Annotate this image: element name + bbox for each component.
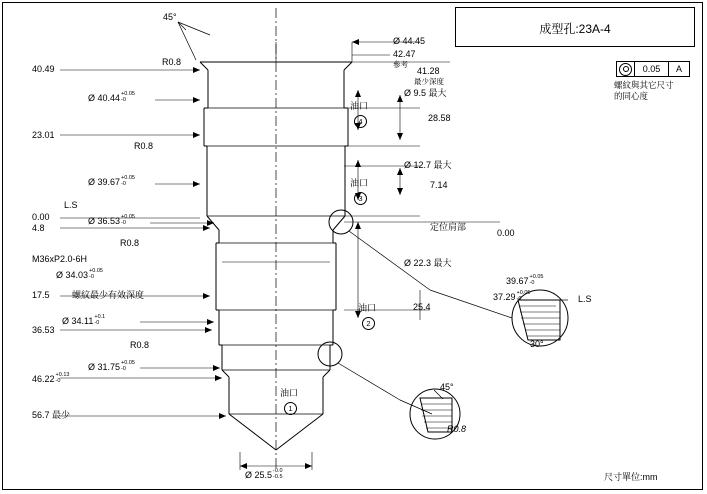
d-42-47: 42.47 bbox=[393, 49, 416, 59]
gdt-note-line1: 螺紋與其它尺寸 bbox=[614, 80, 674, 90]
port-3-label: 油口 bbox=[350, 178, 369, 188]
d-4-8: 4.8 bbox=[32, 223, 45, 233]
dia-25-5: Ø 25.5 -0.0 -0.5 bbox=[245, 468, 283, 480]
concentricity-icon bbox=[617, 62, 635, 76]
d-39-67-right: 39.67 +0.05 -0 bbox=[506, 274, 544, 286]
dia-9-5: Ø 9.5 最大 bbox=[404, 88, 447, 98]
ls-right: L.S bbox=[578, 294, 592, 304]
dia-22-3: Ø 22.3 最大 bbox=[404, 258, 452, 268]
dia-34-03: Ø 34.03 +0.05 -0 bbox=[56, 268, 103, 280]
d-36-53-left: 36.53 bbox=[32, 325, 55, 335]
d-0-00-right: 0.00 bbox=[497, 228, 515, 238]
port-2-label: 油口 bbox=[358, 303, 377, 313]
page-title: 成型孔:23A-4 bbox=[539, 22, 611, 36]
gdt-feature-control-frame bbox=[616, 61, 690, 77]
d-46-22: 46.22 +0.13 -0 bbox=[32, 372, 70, 384]
r08-1: R0.8 bbox=[162, 57, 182, 67]
d-25-4: 25.4 bbox=[413, 302, 431, 312]
chamfer-30-detail: 30° bbox=[530, 339, 544, 349]
d-56-7: 56.7 最少 bbox=[32, 410, 71, 420]
port-4-number: 4 bbox=[354, 115, 367, 128]
d-0-00: 0.00 bbox=[32, 212, 50, 222]
d-41-28: 41.28 bbox=[417, 66, 440, 76]
port-1-number: 1 bbox=[284, 402, 297, 415]
ls-left: L.S bbox=[64, 200, 78, 210]
dia-12-7: Ø 12.7 最大 bbox=[404, 160, 452, 170]
d-40-49: 40.49 bbox=[32, 64, 55, 74]
port-1-label: 油口 bbox=[280, 388, 299, 398]
chamfer-45-detail: 45° bbox=[440, 382, 454, 392]
dia-34-11: Ø 34.11 +0.1 -0 bbox=[62, 314, 106, 326]
r08-detail: R0.8 bbox=[447, 424, 467, 434]
thread-min-depth: 螺紋最少有效深度 bbox=[72, 290, 145, 300]
gdt-note-line2: 的同心度 bbox=[614, 91, 649, 101]
r08-2: R0.8 bbox=[134, 141, 154, 151]
port-4-label: 油口 bbox=[350, 101, 369, 111]
d-17-5: 17.5 bbox=[32, 290, 50, 300]
gdt-datum: A bbox=[675, 64, 682, 74]
port-3-number: 3 bbox=[354, 192, 367, 205]
r08-3: R0.8 bbox=[120, 238, 140, 248]
dia-39-67: Ø 39.67 +0.05 -0 bbox=[88, 175, 135, 187]
d-ref: 參考 bbox=[393, 60, 408, 69]
d-23-01: 23.01 bbox=[32, 130, 55, 140]
gdt-note bbox=[614, 80, 700, 102]
unit-note: 尺寸單位:mm bbox=[604, 472, 658, 482]
dia-31-75: Ø 31.75 +0.05 -0 bbox=[88, 360, 135, 372]
chamfer-45-top: 45° bbox=[163, 12, 177, 22]
thread-spec: M36xP2.0-6H bbox=[32, 254, 88, 264]
d-37-29: 37.29 +0.05 -0 bbox=[493, 290, 531, 302]
gdt-tolerance: 0.05 bbox=[635, 62, 669, 76]
locating-shoulder: 定位肩部 bbox=[430, 222, 467, 232]
dia-36-53: Ø 36.53 +0.05 -0 bbox=[88, 214, 135, 226]
dia-40-44: Ø 40.44 +0.05 -0 bbox=[88, 91, 135, 103]
dia-44-45: Ø 44.45 bbox=[393, 36, 426, 46]
d-7-14: 7.14 bbox=[430, 180, 448, 190]
d-28-58: 28.58 bbox=[428, 113, 451, 123]
r08-4: R0.8 bbox=[130, 340, 150, 350]
port-2-number: 2 bbox=[362, 317, 375, 330]
d-min-depth: 最少深度 bbox=[414, 77, 444, 86]
